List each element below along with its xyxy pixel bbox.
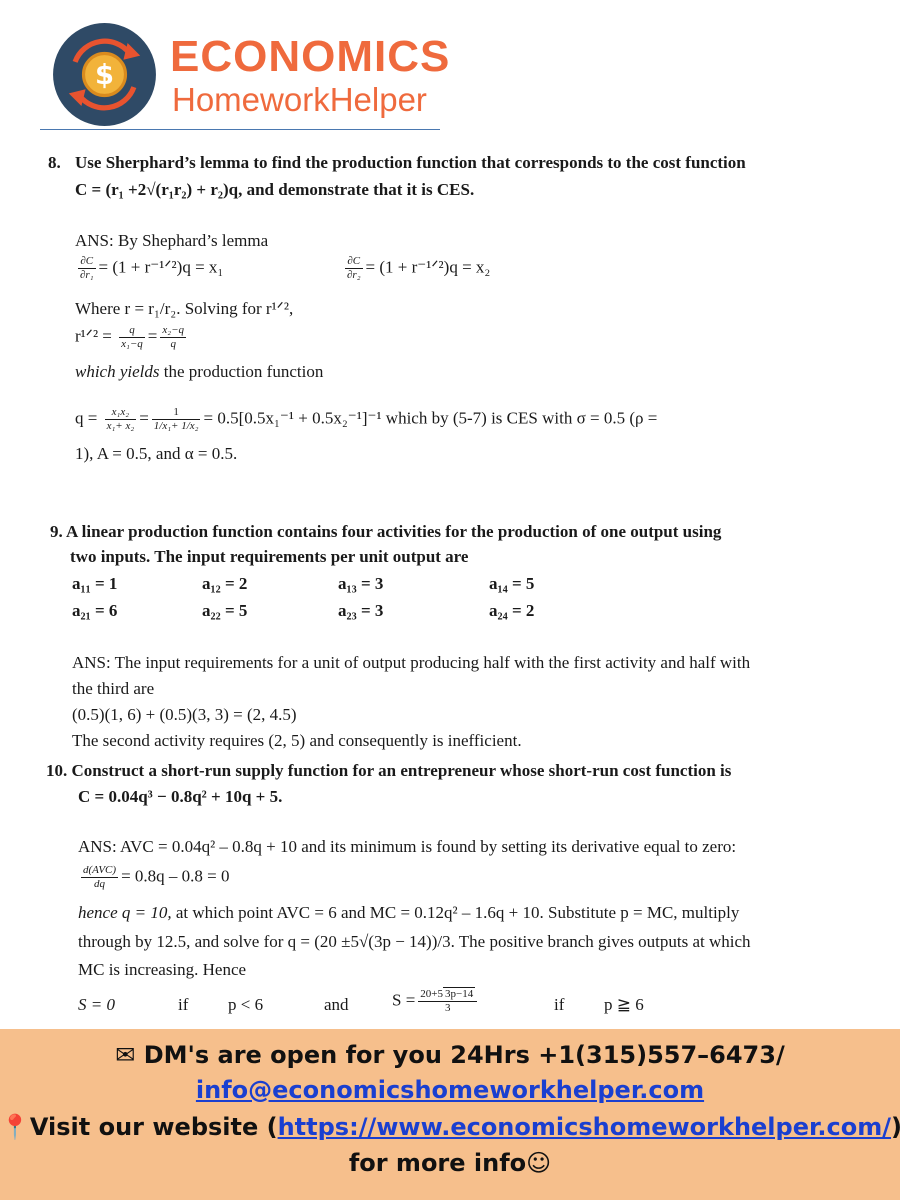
q8-eq2-text: = (1 + r⁻¹ᐟ²)q = x₂ (365, 257, 491, 277)
supply-s-equals: S = (392, 990, 416, 1010)
q9-answer-line4: The second activity requires (2, 5) and consequently is inefficient. (72, 731, 522, 750)
supply-and: and (324, 995, 349, 1014)
visit-prefix: Visit our website ( (29, 1113, 278, 1141)
brand-subtitle: HomeworkHelper (172, 81, 427, 118)
q10-derivative-text: = 0.8q – 0.8 = 0 (121, 866, 230, 886)
q9-answer-line1: ANS: The input requirements for a unit of output producing half with the first activity and half with (72, 653, 751, 672)
x2-q-over-q-fraction: $\frac{\text{x₂−q}}{q}$ (162, 324, 185, 350)
q10-answer-line4: through by 12.5, and solve for q = (20 ±5√(3p − 14))/3. The positive branch gives outputs at which (78, 932, 751, 951)
q10-answer-line5: MC is increasing. Hence (78, 960, 247, 979)
q8-number: 8. (48, 153, 61, 172)
a23-value: a₂₃ = 3 (338, 601, 384, 620)
supply-positive (392, 988, 480, 1015)
q10-derivative-line (78, 864, 230, 891)
q10-title-line1: 10. Construct a short-run supply function for an entrepreneur whose short-run cost function is (46, 761, 732, 780)
q9-title-line2: two inputs. The input requirements per unit output are (70, 547, 469, 566)
email-link[interactable]: info@economicshomeworkhelper.com (195, 1076, 705, 1104)
a14-value: a₁₄ = 5 (489, 574, 535, 593)
a22-value: a₂₂ = 5 (202, 601, 248, 620)
q10-title-line2: C = 0.04q³ − 0.8q² + 10q + 5. (78, 787, 283, 806)
q9-title-line1: 9. A linear production function contains four activities for the production of one output using (50, 522, 722, 541)
a21-value: a₂₁ = 6 (72, 601, 118, 620)
brand-title: ECONOMICS (170, 32, 451, 81)
dm-text: DM's are open for you 24Hrs +1(315)557–6473/ (143, 1041, 785, 1069)
q10-hence: hence q = 10, (78, 903, 172, 922)
a24-value: a₂₄ = 2 (489, 601, 535, 620)
dc-dr2-fraction: $\frac{\partial C}{\text{∂r₂}}$ (347, 255, 361, 281)
q8-yields-line (75, 361, 323, 383)
supply-if-2: if (554, 995, 565, 1014)
q10-answer-line3 (78, 902, 739, 924)
q8-where-line: Where r = r₁/r₂. Solving for r¹ᐟ², (75, 299, 294, 318)
q8-ces-text: = 0.5[0.5x₁⁻¹ + 0.5x₂⁻¹]⁻¹ which by (5-7) is CES with σ = 0.5 (ρ = (203, 408, 658, 428)
q8-eq2 (342, 255, 490, 282)
q10-answer-line1: ANS: AVC = 0.04q² – 0.8q + 10 and its minimum is found by setting its derivative equal to zero: (78, 837, 737, 856)
q10-answer-line3-text: at which point AVC = 6 and MC = 0.12q² – 1.6q + 10. Substitute p = MC, multiply (175, 903, 740, 922)
q8-title-line1: Use Sherphard’s lemma to find the production function that corresponds to the cost function (75, 153, 746, 172)
pin-icon: 📍 (0, 1113, 30, 1141)
q-over-x1-q-fraction: $\frac{q}{\text{x₁−q}}$ (121, 324, 143, 350)
x1x2-fraction: $\frac{\text{x₁x₂}}{\text{x₁+ x₂}}$ (106, 406, 135, 432)
svg-text:$: $ (95, 59, 114, 91)
dc-dr1-fraction: $\frac{\partial C}{\text{∂r₁}}$ (80, 255, 94, 281)
email-line (0, 1076, 900, 1104)
davc-dq-fraction: $\frac{\text{d(AVC)}}{dq}$ (83, 864, 117, 890)
q8-r-half-line: r¹ᐟ² = $\frac{q}{\text{x₁−q}}$ = $\frac{\text{x₂−q}}{q}$ (75, 324, 185, 350)
a13-value: a₁₃ = 3 (338, 574, 384, 593)
contact-banner (0, 1029, 900, 1200)
q8-answer-intro: ANS: By Shephard’s lemma (75, 231, 269, 250)
q9-answer-line2: the third are (72, 679, 155, 698)
q8-q-line: q = $\frac{\text{x₁x₂}}{\text{x₁+ x₂}}$ = $\frac{1}{\text{1/x₁+ 1/x₂}}$ = 0.5[0.5x₁⁻¹ + 0.5x₂⁻¹]⁻¹ which by (5-7) is CES with σ = 0.5 (ρ = (75, 406, 658, 432)
supply-p-geq-6: p ≧ 6 (604, 995, 644, 1014)
a11-value: a₁₁ = 1 (72, 574, 118, 593)
q8-title-line2: C = (r₁ +2√(r₁r₂) + r₂)q, and demonstrate that it is CES. (75, 180, 475, 199)
q8-r-half: r¹ᐟ² = (75, 326, 112, 346)
harmonic-fraction: $\frac{1}{\text{1/x₁+ 1/x₂}}$ (153, 406, 199, 432)
website-line (0, 1113, 900, 1141)
supply-fraction: $\frac{20+5 3p-14}{3}$ (418, 988, 477, 1015)
supply-p-less-6: p < 6 (228, 995, 264, 1014)
supply-if-1: if (178, 995, 189, 1014)
q8-eq1 (75, 255, 223, 282)
more-info-line: for more info☺ (348, 1149, 552, 1177)
q8-production-function-text: the production function (163, 362, 324, 381)
website-link[interactable]: https://www.economicshomeworkhelper.com/ (277, 1113, 892, 1141)
q9-answer-line3: (0.5)(1, 6) + (0.5)(3, 3) = (2, 4.5) (72, 705, 297, 724)
dollar-coin-logo-icon (52, 22, 157, 127)
header-divider (40, 129, 440, 130)
q8-eq1-text: = (1 + r⁻¹ᐟ²)q = x₁ (98, 257, 224, 277)
envelope-heart-icon: ✉ (115, 1041, 136, 1069)
q8-q-equals: q = (75, 408, 98, 428)
q8-params-line: 1), A = 0.5, and α = 0.5. (75, 444, 238, 463)
dm-line (0, 1041, 900, 1069)
supply-zero: S = 0 (78, 995, 115, 1014)
visit-suffix: ) (891, 1113, 902, 1141)
a12-value: a₁₂ = 2 (202, 574, 248, 593)
q8-which-yields: which yields (75, 362, 160, 381)
